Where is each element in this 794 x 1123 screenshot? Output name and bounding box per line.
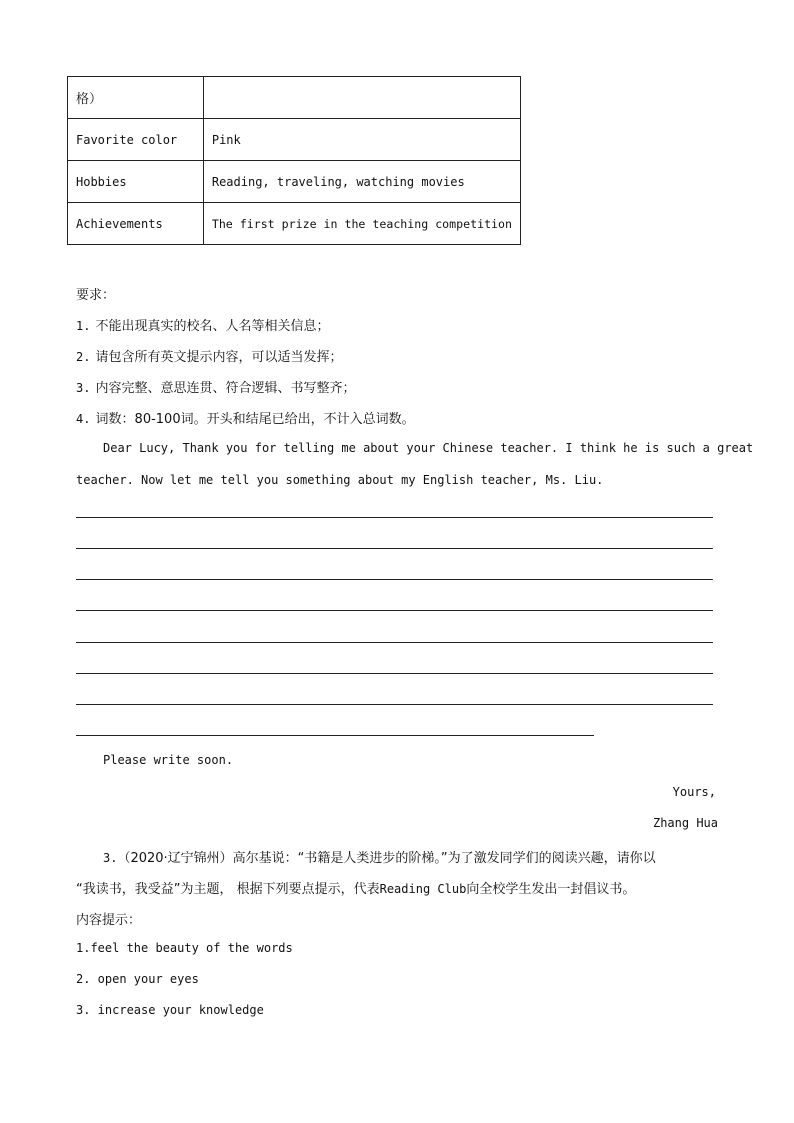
table-row xyxy=(68,203,521,245)
writing-line xyxy=(76,704,713,705)
requirement-item xyxy=(76,315,330,334)
letter-closing: Please write soon. xyxy=(103,753,234,767)
writing-line xyxy=(76,673,713,674)
table-cell-value: Reading, traveling, watching movies xyxy=(203,161,520,203)
requirement-item xyxy=(76,346,343,365)
teacher-info-table xyxy=(67,76,521,245)
question-source: （2020·辽宁锦州） xyxy=(117,851,233,866)
letter-opening-line: Dear Lucy, Thank you for telling me about your Chinese teacher. I think he is such a great xyxy=(103,441,754,455)
writing-line xyxy=(76,610,713,611)
table-row xyxy=(68,77,521,119)
table-cell-value xyxy=(203,77,520,119)
requirement-item xyxy=(76,408,415,427)
hint-item: 3. increase your knowledge xyxy=(76,1003,264,1017)
question-number: 3. xyxy=(103,851,118,865)
writing-line xyxy=(76,642,713,643)
letter-opening-line: teacher. Now let me tell you something about my English teacher, Ms. Liu. xyxy=(76,473,604,487)
requirement-text: 不能出现真实的校名、人名等相关信息； xyxy=(95,319,330,334)
question-prompt: 高尔基说：“书籍是人类进步的阶梯。”为了激发同学们的阅读兴趣，请你以 xyxy=(232,851,656,866)
hints-heading: 内容提示： xyxy=(76,913,142,928)
requirement-number: 3. xyxy=(76,381,91,395)
writing-line xyxy=(76,548,713,549)
table-cell-label: Achievements xyxy=(68,203,204,245)
table-cell-label: 格） xyxy=(68,77,204,119)
table-cell-label: Hobbies xyxy=(68,161,204,203)
requirement-number: 4. xyxy=(76,412,91,426)
question-prompt: 向全校学生发出一封倡议书。 xyxy=(466,882,636,897)
writing-line xyxy=(76,517,713,518)
question-3-line xyxy=(103,847,656,866)
letter-sign-off: Yours, xyxy=(672,785,716,799)
writing-line xyxy=(76,579,713,580)
writing-line xyxy=(76,735,594,736)
table-cell-value: The first prize in the teaching competition xyxy=(203,203,520,245)
requirement-item xyxy=(76,377,356,396)
requirements-heading: 要求： xyxy=(76,288,116,303)
hint-item: 1.feel the beauty of the words xyxy=(76,941,293,955)
requirement-number: 1. xyxy=(76,319,91,333)
hint-item: 2. open your eyes xyxy=(76,972,199,986)
question-prompt: “我读书，我受益”为主题， 根据下列要点提示，代表 xyxy=(76,882,380,897)
requirement-text: 内容完整、意思连贯、符合逻辑、书写整齐； xyxy=(95,381,356,396)
requirement-text: 词数：80-100词。开头和结尾已给出，不计入总词数。 xyxy=(95,412,415,427)
letter-signature: Zhang Hua xyxy=(652,816,718,830)
table-cell-label: Favorite color xyxy=(68,119,204,161)
table-cell-value: Pink xyxy=(203,119,520,161)
club-name: Reading Club xyxy=(379,882,467,896)
question-3-line xyxy=(76,878,635,897)
table-row xyxy=(68,119,521,161)
requirement-number: 2. xyxy=(76,350,91,364)
table-row xyxy=(68,161,521,203)
requirement-text: 请包含所有英文提示内容，可以适当发挥； xyxy=(95,350,343,365)
